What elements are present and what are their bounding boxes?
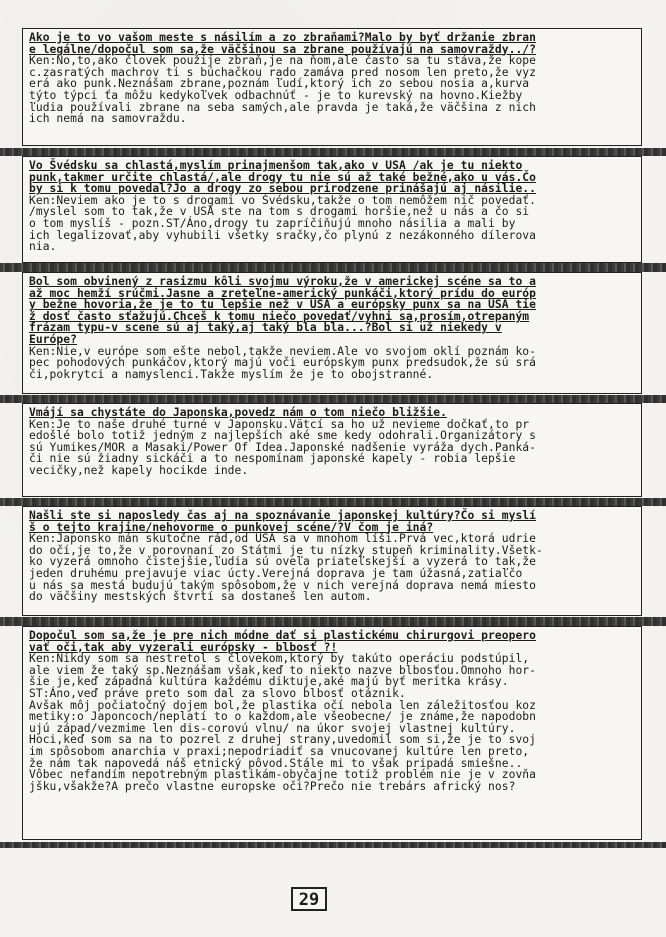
texture-band [0,617,666,626]
interview-section-2 [22,156,642,263]
answer-text: Ken:Je to naše druhé turné v Japonsku.Vätcí sa ho už nevieme dočkať,to pr edošlé bolo totiž jedným z najlepších aké sme kedy odohrali.Organizátory s sú Yumikes/MOR a Masaki/Power Of Idea.Japonské nadšenie vyráža dych.Panká- či nie sú žiadny sickáči a to nespomínam japonské kapely - robia lepšie vecičky,než kapely hocikde inde. [29,417,536,477]
interview-section-6 [22,626,642,840]
answer-text: Ken:No,to,ako človek použije zbraň,je na ňom,ale často sa tu stáva,že kope c.zasratých machrov ti s búchačkou rado zamáva pred nosom len preto,že vyz erá ako punk.Neznášam zbrane,poznám ľudí,ktorý ich zo sebou nosia a,kurva týto týpci ťa môžu kedykoľvek odbachnúť - je to kurevský na hovno.Kiežby ľudia používali zbrane na seba samých,ale pravda je taká,že väčšina z nich ich nemá na samovraždu. [29,54,536,126]
texture-band [0,263,666,272]
texture-band [0,148,666,156]
interview-section-5 [22,506,642,616]
question-text: Ako je to vo vašom meste s násilím a zo zbraňami?Malo by byť držanie zbran e legálne/dopočul som sa,že väčšinou sa zbrane používajú na samovraždy../? [29,31,536,56]
interview-section-4 [22,403,642,497]
page-number: 29 [291,887,327,911]
question-text: Vmájí sa chystáte do Japonska,povedz nám o tom niečo bližšie. [29,406,447,419]
answer-text: Ken:Nie,v európe som ešte nebol,takže neviem.Ale vo svojom oklí poznám ko- pec pohodových punkáčov,ktorý majú voči európskym punx predsudok,že sú srá či,pokrytci a namyslenci.Takže myslím že je to obojstranné. [29,344,536,381]
question-text: Dopočul som sa,že je pre nich módne dať si plastickému chirurgovi preopero vať oči,tak aby vyzerali európsky - blbosť ?! [29,629,536,654]
texture-band [0,498,666,506]
question-text: Vo Švédsku sa chlastá,myslím prinajmenšom tak,ako v USA /ak je tu niekto punk,takmer určite chlastá/,ale drogy tu nie sú až také bežné,ako u vás.Čo by si k tomu povedal?Jo a drogy zo sebou prirodzene prinášajú aj násilie.. [29,159,536,196]
answer-text: Ken:Japonsko mán skutočne rád,od USA sa v mnohom líši.Prvá vec,ktorá udrie do očí,je to,že v porovnaní zo Státmi je tu nízky stupeň kriminality.Všetk- ko vyzerá omnoho čistejšie,ľudia sú oveľa priateľskejší a vyzerá to tak,že jeden druhému prejavuje viac úcty.Verejná doprava je tam úžasná,zatiaľčo u nás sa mestá budujú takým spôsobom,že v nich verejná doprava nemá miesto do väčšiny mestských štvrtí sa dostaneš len autom. [29,532,543,604]
question-text: Bol som obvinený z rasizmu kôli svojmu výroku,že v americkej scéne sa to a až moc hemží srúčmi.Jasne a zreteľne-americký punkáči,ktorý prídu do európ y bežne hovoria,že je to tu lepšie než v USA a európsky punx sa na USA tie ž dosť často sťažujú.Chceš k tomu niečo povedať/vyhni sa,prosím,otrepaným frázam typu-v scene sú aj taký,aj taký bla bla...?Bol si už niekedy v Európe? [29,275,536,346]
texture-band [0,395,666,403]
interview-section-3 [22,272,642,394]
texture-band [0,842,666,848]
interview-section-1 [22,28,642,146]
question-text: Našli ste si naposledy čas aj na spoznávanie japonskej kultúry?Čo si myslí š o tejto krajine/nehovorme o punkovej scéne/?V čom je iná? [29,509,536,534]
answer-text: Ken:Neviem ako je to s drogami vo Švédsku,takže o tom nemôžem nič povedať. /myslel som to tak,že v USA ste na tom s drogami horšie,než u nás a čo si o tom myslíš - pozn.ST/Áno,drogy tu zapríčiňujú mnoho násilia a mali by ich legalizovať,aby vyhubili všetky sračky,čo plynú z nezákonného dílerova nia. [29,193,536,254]
answer-text: Ken:Nikdy som sa nestretol s človekom,ktorý by takúto operáciu podstúpil, ale viem že taký sp.Neznášam však,keď to niekto nazve blbosťou.Omnoho hor- šie je,keď západná kultúra každému diktuje,aké majú byť meritka krásy. ST:Áno,veď práve preto som dal za slovo blbosť otáznik. Avšak môj počiatočný dojem bol,že plastika očí nebola len záležitosťou koz metiky:o Japoncoch/neplatí to o každom,ale všeobecne/ je známe,že napodobn ujú západ/vezmime len dis-corovú vlnu/ na úkor svojej vlastnej kultúry. Hoci,keď som sa na to pozrel z druhej strany,uvedomil som si,že je to svoj im spôsobom anarchia v praxi;nepodriadiť sa vnucovanej kultúre len preto, že nám tak napovedá náš etnický pôvod.Stále mi to však pripadá smiešne.. Vôbec nefandím nepotrebným plastikám-obyčajne totiž problém nie je v zovňa jšku,všakže?A prečo vlastne europske oči?Prečo nie trebárs africký nos? [29,652,536,793]
